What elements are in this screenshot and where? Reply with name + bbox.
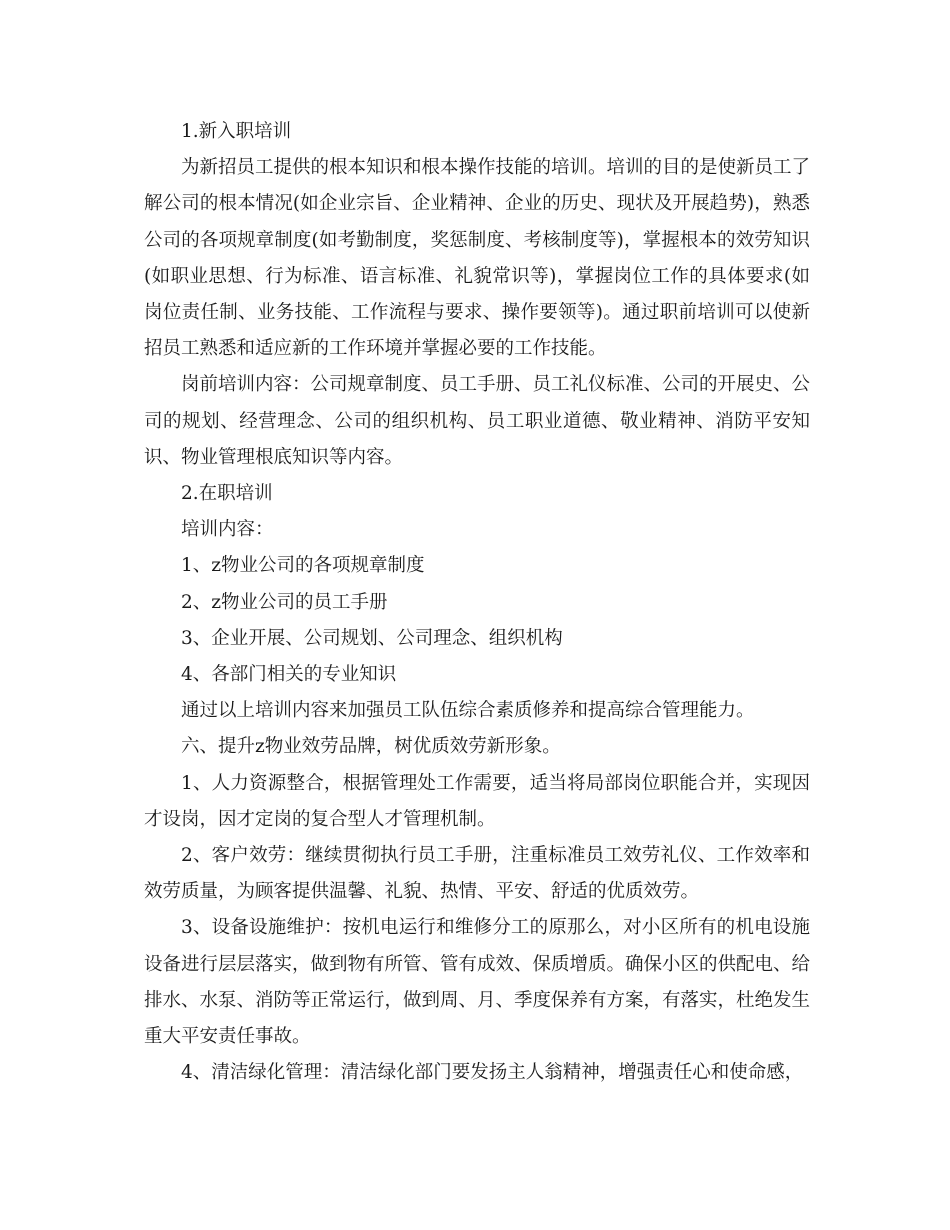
label-training-content: 培训内容： (181, 519, 274, 541)
paragraph-new-hire-description: 为新招员工提供的根本知识和根本操作技能的培训。培训的目的是使新员工了解公司的根本情况(如企业宗旨、企业精神、企业的历史、现状及开展趋势)，熟悉公司的各项规章制度(如考勤制度，奖惩制度、考核制度等)，掌握根本的效劳知识(如职业思想、行为标准、语言标准、礼貌常识等)，掌握岗位工作的具体要求(如岗位责任制、业务技能、工作流程与要求、操作要领等)。通过职前培训可以使新招员工熟悉和适应新的工作环境并掌握必要的工作技能。 (144, 157, 811, 360)
document-body (144, 114, 810, 1091)
heading-section-six: 六、提升z物业效劳品牌，树优质效劳新形象。 (181, 736, 561, 758)
paragraph-cleaning-greening: 4、清洁绿化管理：清洁绿化部门要发扬主人翁精神，增强责任心和使命感， (181, 1062, 804, 1084)
paragraph-hr-integration: 1、人力资源整合，根据管理处工作需要，适当将局部岗位职能合并，实现因才设岗，因才定岗的复合型人才管理机制。 (144, 772, 810, 830)
list-item-development: 3、企业开展、公司规划、公司理念、组织机构 (181, 627, 563, 649)
list-item-rules: 1、z物业公司的各项规章制度 (181, 555, 425, 577)
paragraph-training-summary: 通过以上培训内容来加强员工队伍综合素质修养和提高综合管理能力。 (181, 700, 755, 722)
heading-new-hire-training: 1.新入职培训 (181, 121, 292, 142)
heading-on-job-training: 2.在职培训 (181, 483, 273, 505)
paragraph-equipment-maintenance: 3、设备设施维护：按机电运行和维修分工的原那么，对小区所有的机电设施设备进行层层落实，做到物有所管、管有成效、保质增质。确保小区的供配电、给排水、水泵、消防等正常运行，做到周、月、季度保养有方案，有落实，杜绝发生重大平安责任事故。 (144, 917, 811, 1048)
paragraph-pre-job-content: 岗前培训内容：公司规章制度、员工手册、员工礼仪标准、公司的开展史、公司的规划、经营理念、公司的组织机构、员工职业道德、敬业精神、消防平安知识、物业管理根底知识等内容。 (144, 374, 811, 468)
list-item-handbook: 2、z物业公司的员工手册 (181, 591, 388, 613)
list-item-professional-knowledge: 4、各部门相关的专业知识 (181, 664, 397, 686)
paragraph-customer-service: 2、客户效劳：继续贯彻执行员工手册，注重标准员工效劳礼仪、工作效率和效劳质量，为顾客提供温馨、礼貌、热情、平安、舒适的优质效劳。 (144, 845, 810, 903)
